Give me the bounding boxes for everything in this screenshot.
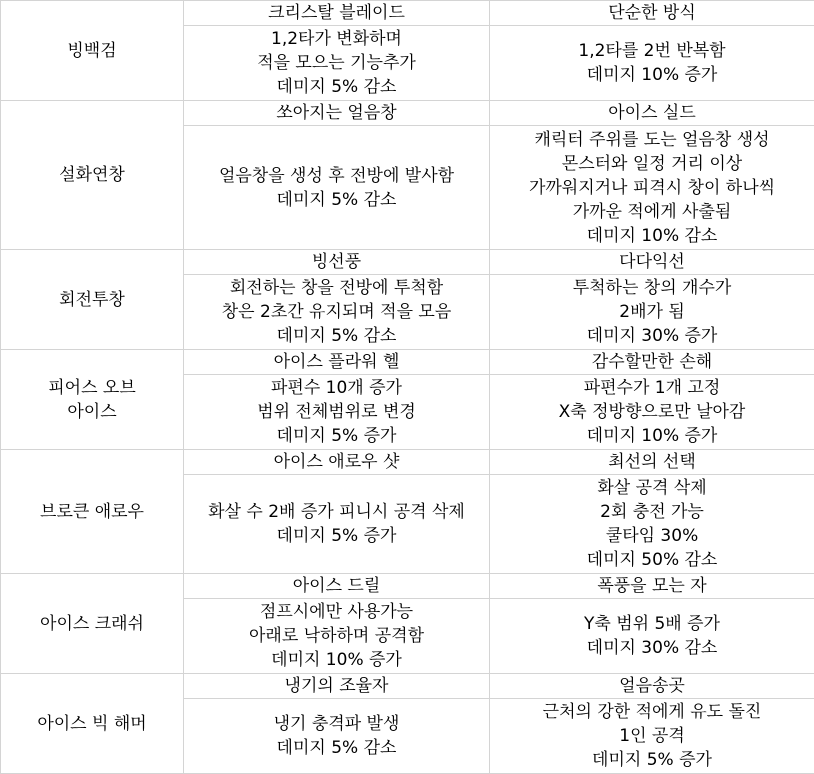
- left-option-desc: 화살 수 2배 증가 피니시 공격 삭제 데미지 5% 증가: [184, 475, 490, 574]
- left-option-desc: 냉기 충격파 발생 데미지 5% 감소: [184, 699, 490, 774]
- skill-name-cell: 브로큰 애로우: [1, 450, 184, 574]
- left-option-desc: 회전하는 창을 전방에 투척함 창은 2초간 유지되며 적을 모음 데미지 5% 감소: [184, 275, 490, 350]
- right-option-desc: 투척하는 창의 개수가 2배가 됨 데미지 30% 증가: [490, 275, 814, 350]
- skill-row: [1, 250, 814, 275]
- skill-name-cell: 아이스 크래쉬: [1, 574, 184, 674]
- left-option-desc: 얼음창을 생성 후 전방에 발사함 데미지 5% 감소: [184, 126, 490, 250]
- right-option-title: 감수할만한 손해: [490, 350, 814, 375]
- right-option-title: 얼음송곳: [490, 674, 814, 699]
- skill-row: [1, 450, 814, 475]
- right-option-desc: Y축 범위 5배 증가 데미지 30% 감소: [490, 599, 814, 674]
- skill-name-cell: 회전투창: [1, 250, 184, 350]
- right-option-title: 폭풍을 모는 자: [490, 574, 814, 599]
- left-option-desc: 파편수 10개 증가 범위 전체범위로 변경 데미지 5% 증가: [184, 375, 490, 450]
- skill-row: [1, 101, 814, 126]
- skill-name-cell: 아이스 빅 해머: [1, 674, 184, 774]
- skill-row: [1, 574, 814, 599]
- left-option-desc: 점프시에만 사용가능 아래로 낙하하며 공격함 데미지 10% 증가: [184, 599, 490, 674]
- skill-row: [1, 674, 814, 699]
- right-option-title: 다다익선: [490, 250, 814, 275]
- right-option-title: 최선의 선택: [490, 450, 814, 475]
- skill-row: [1, 1, 814, 26]
- right-option-title: 단순한 방식: [490, 1, 814, 26]
- skill-name-cell: 설화연창: [1, 101, 184, 250]
- left-option-title: 아이스 애로우 샷: [184, 450, 490, 475]
- left-option-title: 아이스 플라워 헬: [184, 350, 490, 375]
- left-option-title: 아이스 드릴: [184, 574, 490, 599]
- skill-name-cell: 피어스 오브 아이스: [1, 350, 184, 450]
- skill-name-cell: 빙백검: [1, 1, 184, 101]
- right-option-title: 아이스 실드: [490, 101, 814, 126]
- right-option-desc: 근처의 강한 적에게 유도 돌진 1인 공격 데미지 5% 증가: [490, 699, 814, 774]
- right-option-desc: 1,2타를 2번 반복함 데미지 10% 증가: [490, 26, 814, 101]
- left-option-title: 크리스탈 블레이드: [184, 1, 490, 26]
- left-option-title: 빙선풍: [184, 250, 490, 275]
- right-option-desc: 파편수가 1개 고정 X축 정방향으로만 날아감 데미지 10% 증가: [490, 375, 814, 450]
- left-option-desc: 1,2타가 변화하며 적을 모으는 기능추가 데미지 5% 감소: [184, 26, 490, 101]
- skill-row: [1, 350, 814, 375]
- left-option-title: 냉기의 조율자: [184, 674, 490, 699]
- right-option-desc: 캐릭터 주위를 도는 얼음창 생성 몬스터와 일정 거리 이상 가까워지거나 피격시 창이 하나씩 가까운 적에게 사출됨 데미지 10% 감소: [490, 126, 814, 250]
- left-option-title: 쏘아지는 얼음창: [184, 101, 490, 126]
- right-option-desc: 화살 공격 삭제 2회 충전 가능 쿨타임 30% 데미지 50% 감소: [490, 475, 814, 574]
